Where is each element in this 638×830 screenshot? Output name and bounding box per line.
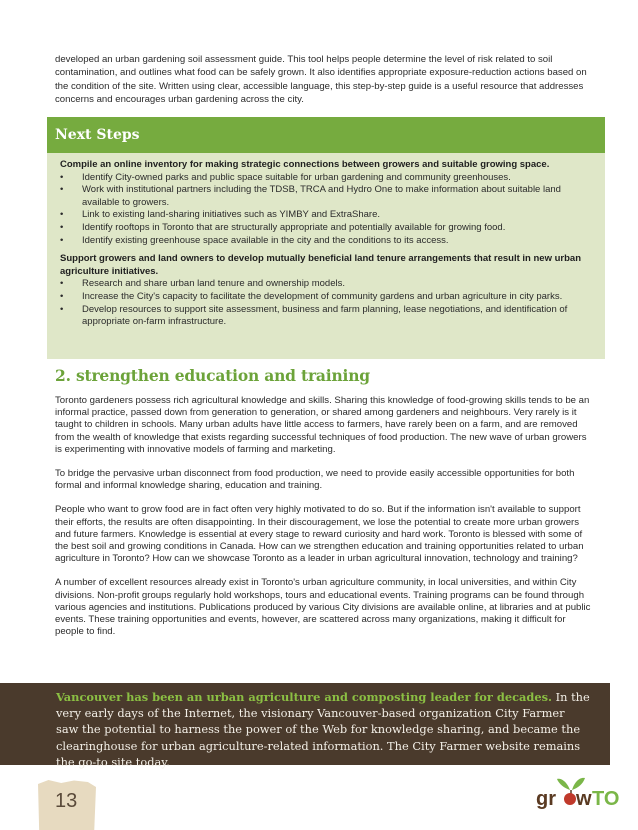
next-steps-title: Next Steps bbox=[47, 117, 605, 153]
bullet-icon: • bbox=[60, 234, 64, 246]
bullet-icon: • bbox=[60, 221, 64, 233]
body-paragraph: Toronto gardeners possess rich agricultural knowledge and skills. Sharing this knowledge of food-growing skills tends to be an informal practice, passed down from generation to generation, or shared among gardeners and neighbours. Very rarely is it taught to children in schools. Many urban adults have little access to farmers, have rarely been on a farm, and are removed from the wealth of knowledge that exists regarding successful techniques of food production. The new wave of urban growers is experimenting with innovative models of farming and marketing. bbox=[55, 395, 590, 455]
bullet-icon: • bbox=[60, 303, 64, 315]
vancouver-callout bbox=[0, 683, 610, 769]
intro-paragraph: developed an urban gardening soil assessment guide. This tool helps people determine the level of risk related to soil contamination, and outlines what food can be safely grown. It also identifies appropriate exposure-reduction actions based on the condition of the site. Written using clear, accessible language, this step-by-step guide is a useful resource that addresses concerns and encourages urban gardening across the city. bbox=[55, 54, 587, 106]
list-item: • Research and share urban land tenure and ownership models. bbox=[60, 278, 345, 290]
body-paragraph: People who want to grow food are in fact often very highly motivated to do so. But if the information isn't available to support their efforts, the results are often disappointing. In their discouragement, we lose the potential to create more urban growers and future farmers. Knowledge is essential at every stage to reward curiosity and hard work. Toronto is blessed with some of the best soil and growing conditions in Canada. How can we strengthen education and training opportunities related to urban agriculture in Toronto? How can we showcase Toronto as a leader in urban agricultural innovation, technology and training? bbox=[55, 504, 584, 565]
body-paragraph: To bridge the pervasive urban disconnect from food production, we need to provide easily accessible opportunities for both formal and informal knowledge sharing, education and training. bbox=[55, 468, 575, 492]
page-number: 13 bbox=[55, 790, 78, 812]
list-item: • Identify City-owned parks and public space suitable for urban gardening and community greenhouses. bbox=[60, 171, 511, 183]
bullet-icon: • bbox=[60, 209, 64, 221]
bullet-icon: • bbox=[60, 184, 64, 196]
steps-bullet-list bbox=[60, 172, 593, 248]
list-item: • Develop resources to support site assessment, business and farm planning, lease negotiations, and identification of appropriate on-farm infrastructure. bbox=[60, 303, 568, 328]
steps-group-heading: Support growers and land owners to develop mutually beneficial land tenure arrangements that result in new urban agriculture initiatives. bbox=[60, 253, 582, 277]
svg-text:gr: gr bbox=[536, 788, 556, 810]
callout-lead: Vancouver has been an urban agriculture and composting leader for decades. bbox=[56, 690, 552, 704]
body-paragraph: A number of excellent resources already exist in Toronto's urban agriculture community, in local universities, and within City divisions. Non-profit groups regularly hold workshops, tours and educational events. Training programs can be found through various agencies and institutions. Publications produced by various City divisions are available online, at libraries and at public events. These training opportunities and events, however, are scattered across many organizations, making it difficult for people to find. bbox=[55, 577, 591, 638]
svg-text:w: w bbox=[576, 788, 592, 810]
sprout-icon bbox=[530, 770, 630, 810]
bullet-icon: • bbox=[60, 290, 64, 302]
section-body bbox=[55, 395, 595, 650]
section-title: 2. strengthen education and training bbox=[55, 366, 370, 385]
callout-body: In the very early days of the Internet, the visionary Vancouver-based organization City Farmer saw the potential to harness the power of the Web for knowledge sharing, and became the clearinghouse for urban agriculture-related information. The City Farmer website remains the go-to site today. bbox=[56, 690, 590, 769]
list-item: • Link to existing land-sharing initiatives such as YIMBY and ExtraShare. bbox=[60, 209, 381, 221]
bullet-icon: • bbox=[60, 278, 64, 290]
list-item: • Identify existing greenhouse space available in the city and the conditions to its access. bbox=[60, 234, 449, 246]
next-steps-panel bbox=[47, 117, 605, 359]
growto-logo bbox=[530, 770, 630, 810]
list-item: • Increase the City's capacity to facilitate the development of community gardens and urban agriculture in city parks. bbox=[60, 290, 563, 302]
list-item: • Identify rooftops in Toronto that are structurally appropriate and potentially available for growing food. bbox=[60, 221, 506, 233]
svg-text:TO: TO bbox=[592, 788, 620, 810]
steps-bullet-list bbox=[60, 278, 593, 328]
list-item: • Work with institutional partners including the TDSB, TRCA and Hydro One to make information about suitable land available to growers. bbox=[60, 184, 561, 208]
steps-group-heading: Compile an online inventory for making strategic connections between growers and suitable growing space. bbox=[60, 159, 550, 170]
next-steps-body bbox=[47, 153, 605, 329]
bullet-icon: • bbox=[60, 171, 64, 183]
